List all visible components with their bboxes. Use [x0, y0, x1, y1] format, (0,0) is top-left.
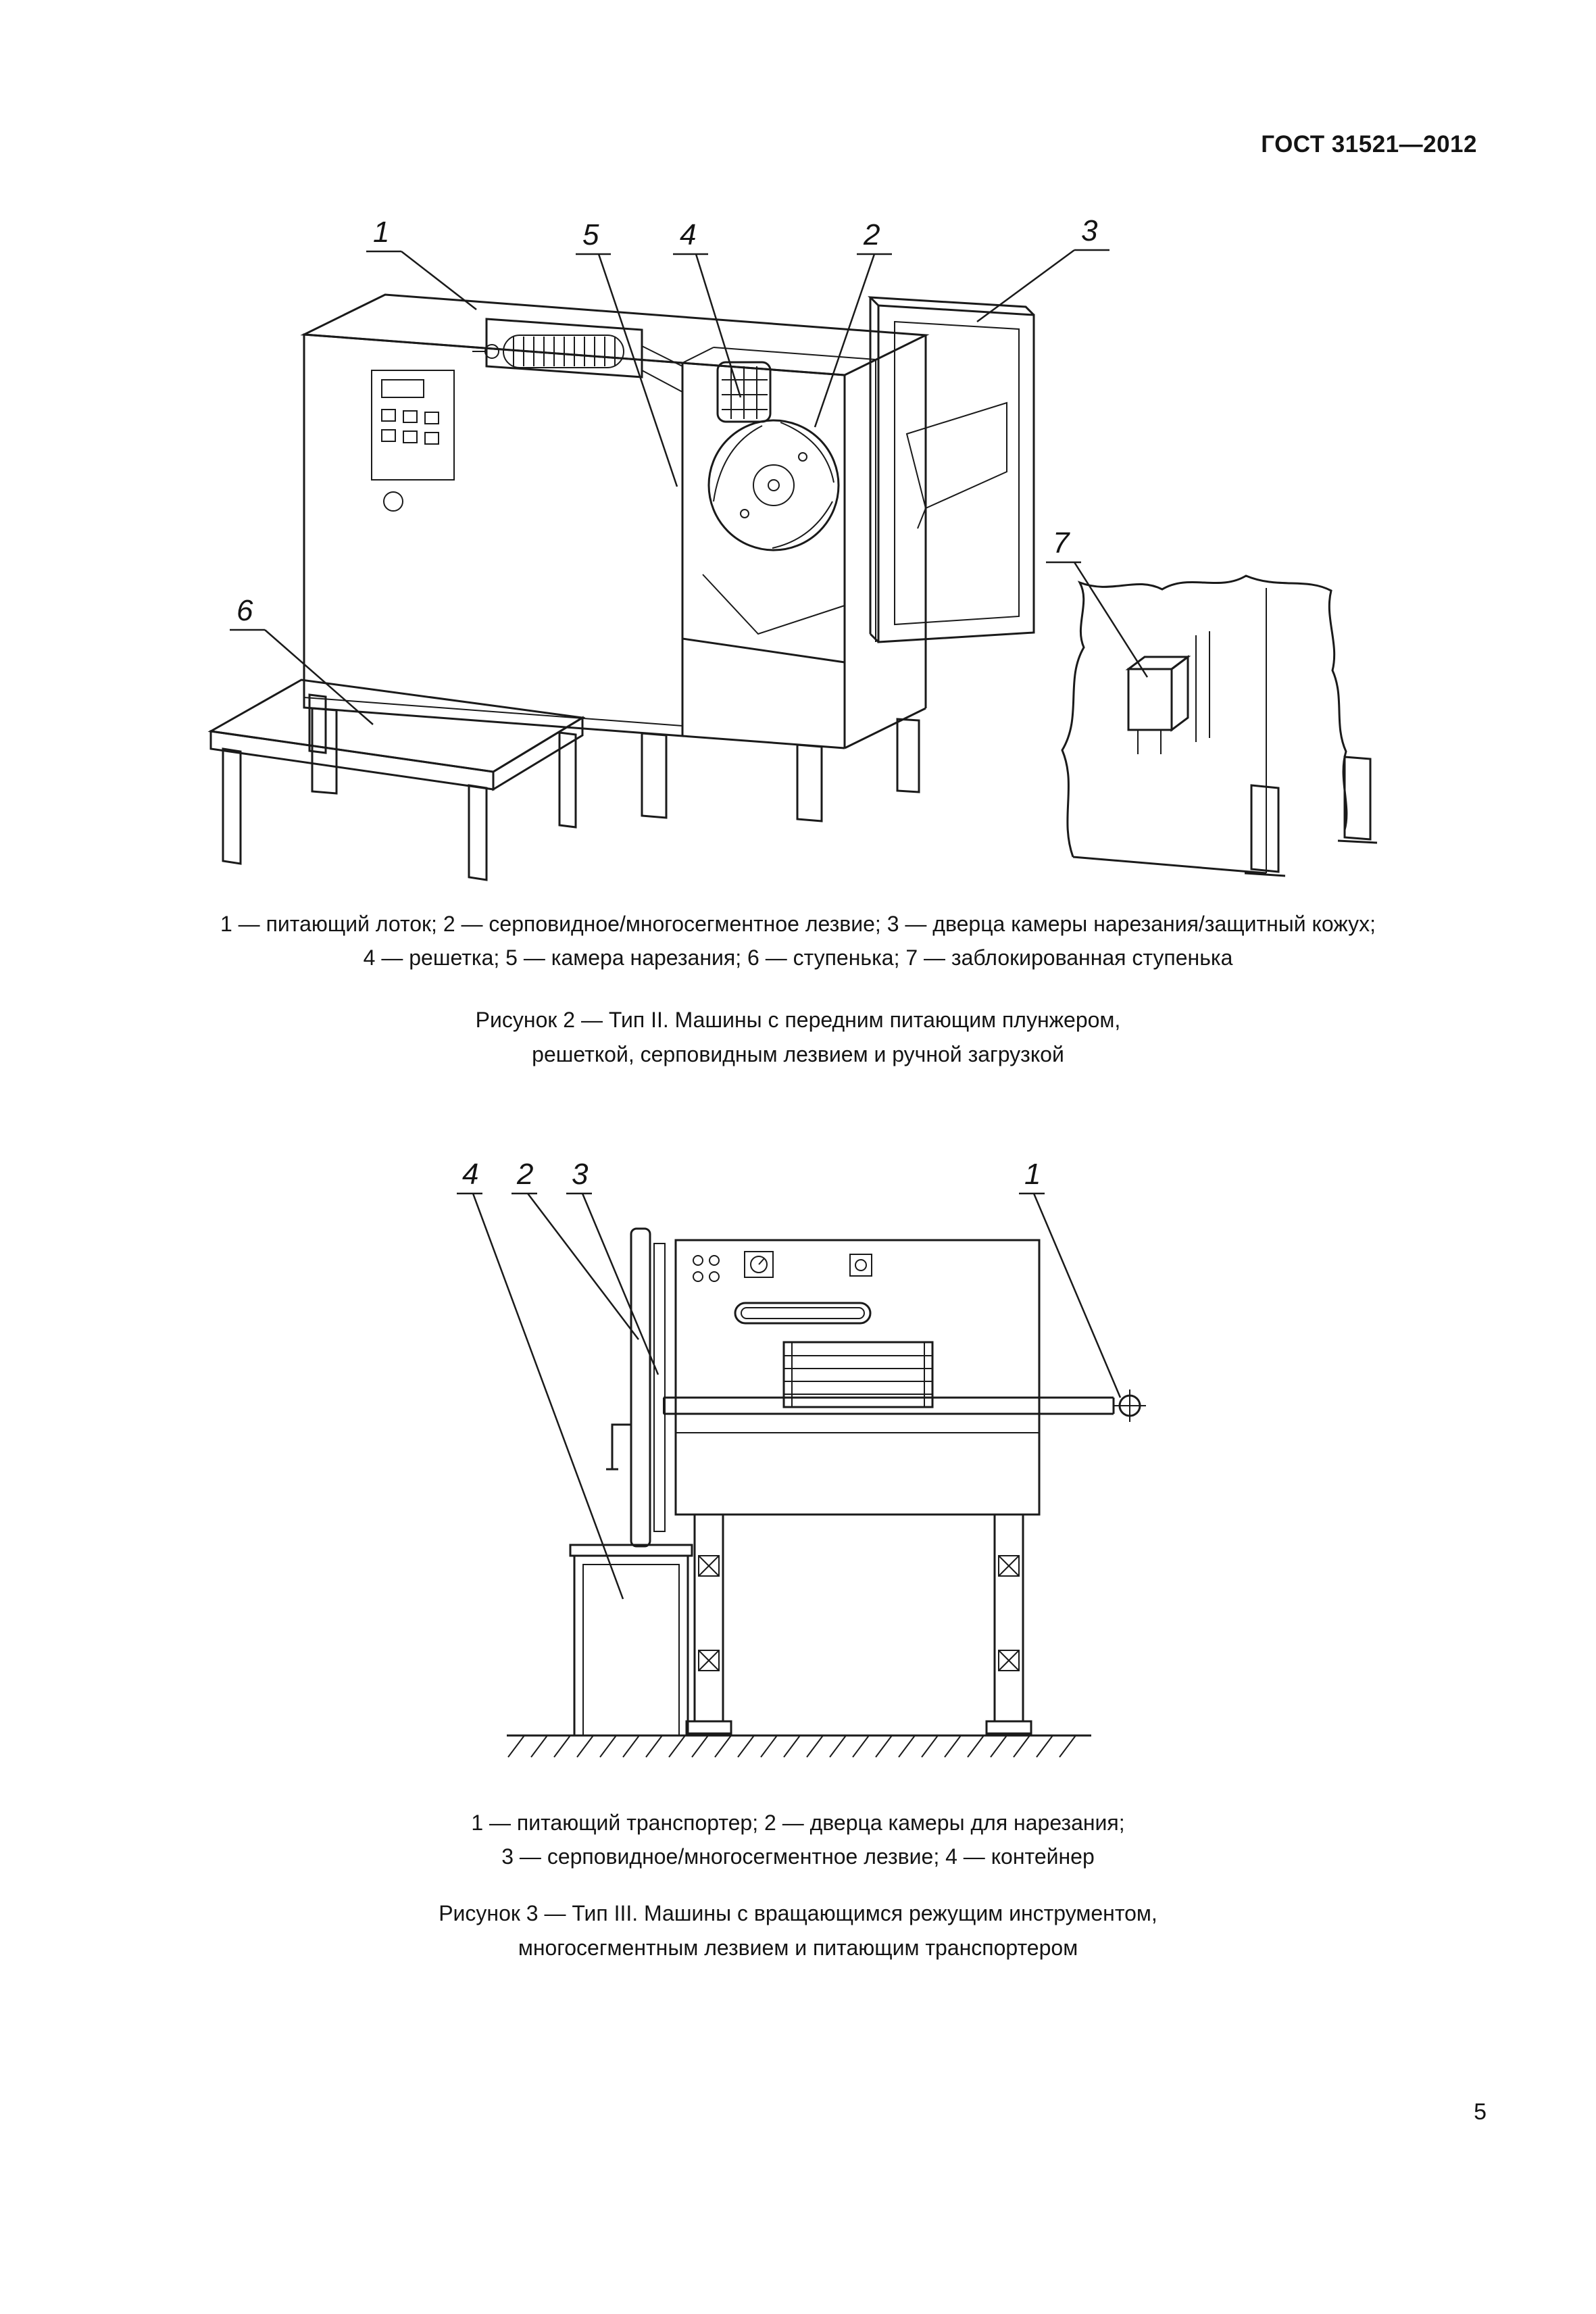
figure3-title-line1: Рисунок 3 — Тип III. Машины с вращающимся режущим инструментом,	[439, 1901, 1157, 1925]
svg-text:7: 7	[1053, 526, 1070, 560]
page-header: ГОСТ 31521—2012	[1261, 131, 1477, 157]
callout-4	[457, 1158, 623, 1599]
step-platform	[211, 680, 582, 880]
callout-1	[1019, 1158, 1120, 1398]
figure3-drawing	[405, 1142, 1216, 1784]
figure3-caption-line2: 3 — серповидное/многосегментное лезвие; 4 — контейнер	[501, 1844, 1095, 1869]
grating	[718, 362, 770, 422]
drain-handle	[606, 1425, 631, 1469]
figure2-caption-line1: 1 — питающий лоток; 2 — серповидное/многосегментное лезвие; 3 — дверца камеры нарезания/защитный кожух;	[220, 912, 1376, 936]
svg-text:4: 4	[680, 218, 697, 251]
chamber-door	[631, 1229, 650, 1546]
svg-text:1: 1	[1024, 1158, 1041, 1191]
ground-hatching	[507, 1736, 1091, 1757]
callout-6	[230, 594, 373, 724]
stand-legs	[687, 1515, 1031, 1733]
sickle-blade	[709, 420, 839, 550]
svg-text:4: 4	[462, 1158, 479, 1191]
figure3-callouts	[457, 1158, 1120, 1599]
figure2-title-line2: решеткой, серповидным лезвием и ручной загрузкой	[532, 1042, 1064, 1066]
page-number: 5	[1474, 2099, 1487, 2125]
figure2-drawing	[169, 196, 1419, 892]
blade-panel	[654, 1244, 665, 1531]
handle-slot	[735, 1303, 870, 1323]
machine-legs	[312, 708, 919, 821]
machine-body	[676, 1240, 1039, 1515]
callout-7	[1046, 526, 1147, 677]
figure2-caption-line2: 4 — решетка; 5 — камера нарезания; 6 — ступенька; 7 — заблокированная ступенька	[363, 945, 1233, 970]
svg-text:3: 3	[1081, 214, 1098, 247]
svg-text:5: 5	[582, 218, 599, 251]
svg-text:1: 1	[373, 216, 390, 249]
svg-text:3: 3	[572, 1158, 589, 1191]
blocked-step-fragment	[1062, 576, 1377, 876]
callout-2	[815, 218, 892, 427]
figure2-caption	[0, 907, 1596, 975]
feed-conveyor	[664, 1398, 1114, 1414]
svg-text:2: 2	[517, 1158, 534, 1191]
figure3-title-line2: многосегментным лезвием и питающим транспортером	[518, 1936, 1078, 1960]
figure2-callouts	[230, 214, 1147, 724]
svg-text:6: 6	[236, 594, 253, 627]
svg-text:2: 2	[864, 218, 880, 251]
figure2-title-line1: Рисунок 2 — Тип II. Машины с передним питающим плунжером,	[475, 1008, 1121, 1032]
control-buttons	[693, 1252, 872, 1281]
figure3-caption-line1: 1 — питающий транспортер; 2 — дверца камеры для нарезания;	[471, 1811, 1125, 1835]
figure3-caption	[0, 1806, 1596, 1873]
callout-5	[576, 218, 677, 487]
control-panel	[372, 370, 454, 511]
figure3-title	[0, 1896, 1596, 1965]
callout-3	[566, 1158, 658, 1375]
chamber-door	[870, 297, 1034, 642]
container	[570, 1545, 692, 1736]
figure2-title	[0, 1003, 1596, 1072]
